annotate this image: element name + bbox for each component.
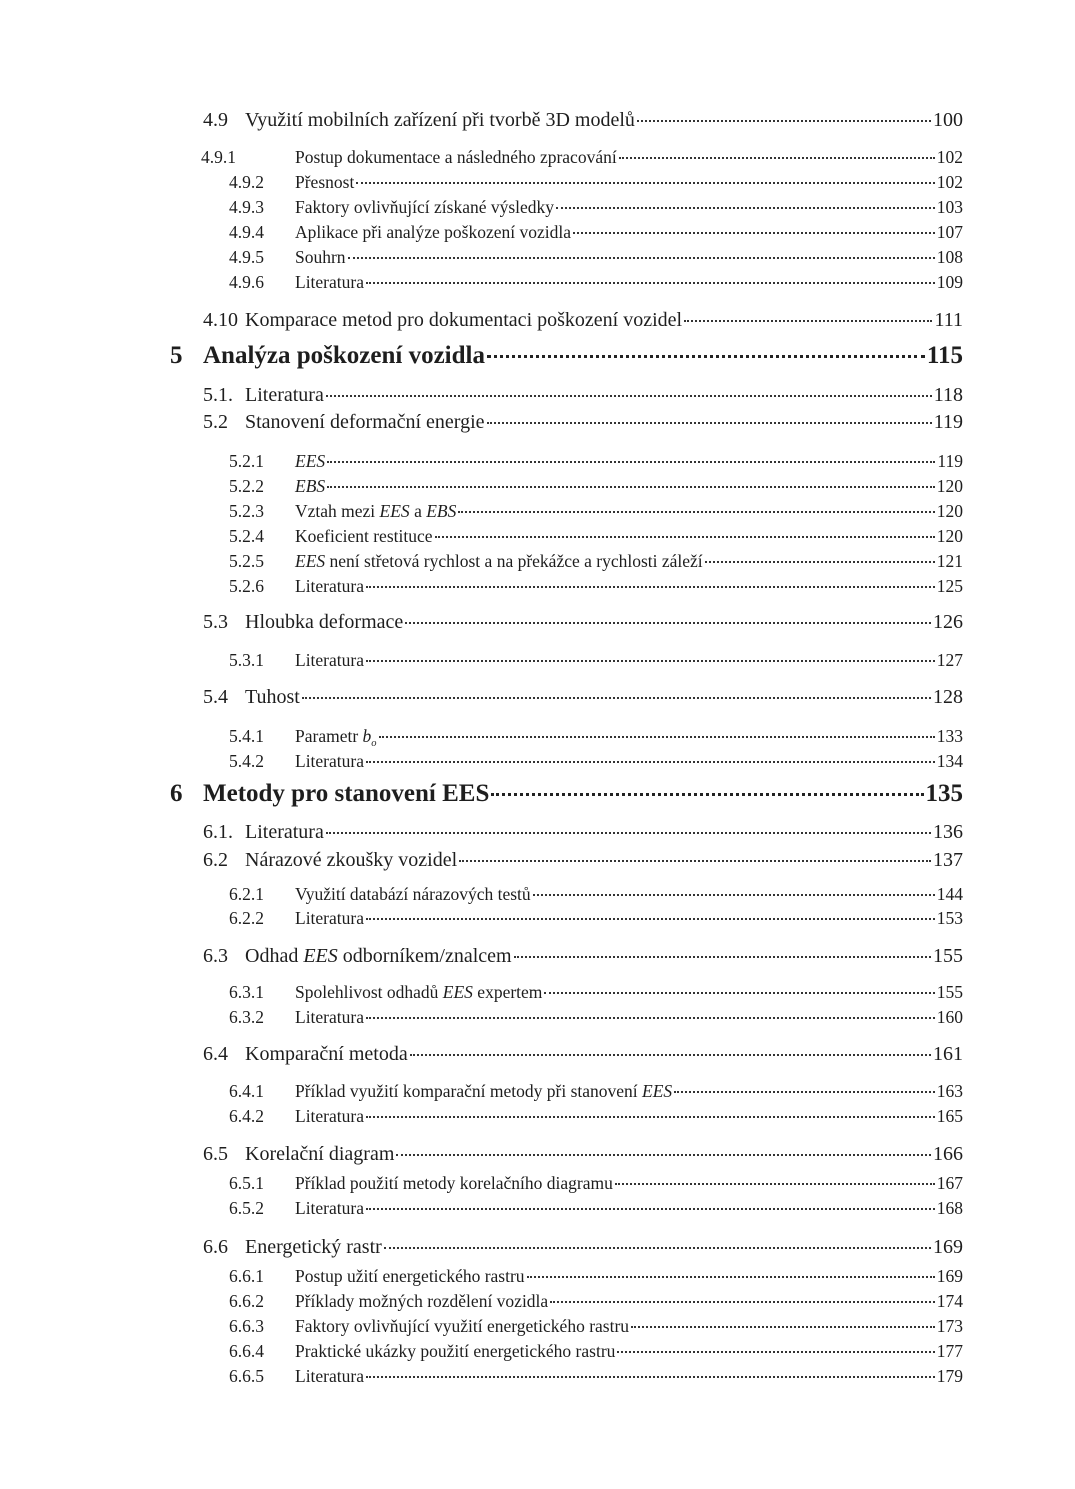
toc-entry-page-number: 125	[936, 575, 963, 596]
toc-entry-title-text: Korelační diagram	[245, 1143, 395, 1165]
toc-entry-page-number: 179	[936, 1365, 963, 1386]
toc-entry-number: 5.2.5	[229, 550, 264, 571]
toc-entry-title-text: EBS	[295, 475, 326, 496]
toc-entry-page-number: 100	[933, 109, 963, 131]
dot-leader	[550, 1289, 935, 1307]
toc-entry-subsection[interactable]	[229, 1264, 963, 1287]
toc-entry-page-number: 115	[926, 342, 963, 369]
toc-entry-page-number: 119	[937, 450, 963, 471]
toc-entry-title	[295, 650, 364, 671]
dot-leader	[366, 270, 935, 288]
dot-leader	[458, 499, 934, 517]
toc-entry-subsection[interactable]	[229, 1289, 963, 1312]
toc-entry-title-part: EES	[295, 550, 326, 571]
toc-entry-number: 5.3	[203, 611, 228, 633]
toc-entry-title	[295, 172, 354, 193]
toc-entry-title-text: Literatura	[295, 1365, 364, 1386]
toc-entry-title-text: Souhrn	[295, 246, 346, 267]
toc-entry-subsection[interactable]	[229, 1339, 963, 1362]
dot-leader	[366, 1104, 935, 1122]
toc-entry-number: 6.3.1	[229, 981, 264, 1002]
toc-entry-number: 6.5.1	[229, 1172, 264, 1193]
toc-entry-title-text: Postup užití energetického rastru	[295, 1265, 525, 1286]
toc-entry-page-number: 109	[936, 271, 963, 292]
toc-entry-section[interactable]	[203, 106, 963, 132]
toc-entry-title	[245, 1236, 382, 1259]
dot-leader	[556, 195, 935, 213]
toc-entry-title	[295, 1291, 548, 1312]
dot-leader	[366, 1364, 935, 1382]
toc-entry-number: 5.2.6	[229, 575, 264, 596]
toc-entry-number: 6.1.	[203, 821, 233, 843]
dot-leader	[366, 749, 935, 767]
toc-entry-page-number: 126	[933, 611, 963, 633]
toc-entry-page-number: 165	[936, 1105, 963, 1126]
toc-entry-title	[295, 1007, 364, 1028]
toc-entry-chapter[interactable]	[170, 776, 963, 808]
toc-entry-page-number: 155	[933, 945, 963, 967]
toc-entry-title-text: Praktické ukázky použití energetického rastru	[295, 1340, 616, 1361]
toc-entry-title	[295, 501, 456, 522]
toc-entry-page-number: 153	[936, 907, 963, 928]
toc-entry-title	[245, 686, 300, 709]
dot-leader	[637, 106, 931, 126]
toc-entry-number: 4.9.5	[229, 246, 264, 267]
toc-entry-number: 6.5	[203, 1143, 228, 1165]
toc-entry-title-text: Koeficient restituce	[295, 525, 433, 546]
dot-leader	[326, 381, 932, 401]
toc-entry-subsection[interactable]	[229, 449, 963, 472]
toc-entry-title	[295, 1081, 672, 1102]
toc-entry-title	[245, 1043, 408, 1066]
dot-leader	[327, 474, 935, 492]
toc-entry-page-number: 102	[936, 146, 963, 167]
toc-entry-subsection[interactable]	[229, 549, 963, 572]
toc-entry-number: 4.10	[203, 309, 238, 331]
toc-entry-number: 6.6.3	[229, 1315, 264, 1336]
toc-entry-subsection[interactable]	[229, 574, 963, 597]
toc-entry-title	[245, 821, 324, 844]
toc-entry-title-part: EBS	[426, 500, 457, 521]
dot-leader	[366, 906, 935, 924]
toc-entry-title-text: Komparace metod pro dokumentaci poškození vozidel	[245, 309, 683, 331]
toc-entry-title	[245, 109, 635, 132]
toc-entry-title-text: Literatura	[295, 575, 364, 596]
dot-leader	[348, 245, 935, 263]
toc-entry-subsection[interactable]	[229, 1171, 963, 1194]
toc-entry-title-text: Literatura	[295, 1006, 364, 1027]
dot-leader	[491, 776, 923, 801]
toc-entry-subsection[interactable]	[229, 474, 963, 497]
dot-leader	[366, 648, 935, 666]
toc-entry-page-number: 155	[936, 981, 963, 1002]
toc-entry-title	[295, 1316, 629, 1337]
toc-entry-title	[295, 222, 571, 243]
toc-entry-title-part: Příklad využití komparační metody při stanovení	[295, 1080, 643, 1101]
toc-entry-title	[295, 726, 377, 749]
dot-leader	[533, 882, 935, 900]
dot-leader	[327, 449, 935, 467]
toc-entry-title	[295, 476, 325, 497]
toc-entry-subsection[interactable]	[229, 1196, 963, 1219]
toc-entry-page-number: 174	[936, 1290, 963, 1311]
toc-entry-number: 4.9	[203, 109, 228, 131]
toc-entry-title-text: Analýza poškození vozidla	[203, 342, 485, 369]
toc-entry-title-text: Nárazové zkoušky vozidel	[245, 849, 458, 871]
toc-entry-number: 5.1.	[203, 384, 233, 406]
toc-entry-page-number: 128	[933, 686, 963, 708]
toc-entry-subsection[interactable]	[229, 170, 963, 193]
toc-entry-title-part: EES	[303, 945, 338, 967]
toc-entry-number: 4.9.2	[229, 171, 264, 192]
dot-leader	[527, 1264, 935, 1282]
dot-leader	[631, 1314, 935, 1332]
toc-entry-subsection[interactable]	[229, 882, 963, 905]
toc-entry-page-number: 134	[936, 750, 963, 771]
toc-entry-title	[295, 272, 364, 293]
dot-leader	[379, 724, 935, 742]
toc-entry-title	[295, 197, 554, 218]
toc-entry-page-number: 168	[936, 1197, 963, 1218]
toc-entry-number: 6.3.2	[229, 1006, 264, 1027]
toc-entry-page-number: 111	[934, 309, 963, 331]
toc-entry-title-part: odborníkem/znalcem	[337, 945, 512, 967]
dot-leader	[366, 1196, 935, 1214]
toc-entry-title	[245, 945, 512, 968]
toc-entry-page-number: 167	[936, 1172, 963, 1193]
toc-entry-title-part: b	[362, 725, 372, 746]
toc-entry-page-number: 133	[936, 725, 963, 746]
toc-entry-subsection[interactable]	[229, 499, 963, 522]
toc-entry-number: 6.4.2	[229, 1105, 264, 1126]
dot-leader	[674, 1079, 935, 1097]
toc-entry-title	[295, 247, 346, 268]
toc-entry-section[interactable]	[203, 1140, 963, 1166]
toc-entry-section[interactable]	[203, 683, 963, 709]
toc-entry-section[interactable]	[203, 381, 963, 407]
dot-leader	[356, 170, 934, 188]
toc-entry-page-number: 163	[936, 1080, 963, 1101]
dot-leader	[302, 683, 931, 703]
toc-entry-number: 4.9.1	[201, 146, 236, 167]
toc-entry-number: 5.2.2	[229, 475, 264, 496]
toc-entry-subsection[interactable]	[229, 749, 963, 772]
toc-entry-page-number: 144	[936, 883, 963, 904]
toc-entry-page-number: 120	[936, 500, 963, 521]
toc-entry-title	[245, 1143, 394, 1166]
toc-entry-title	[295, 451, 325, 472]
toc-entry-subsection[interactable]	[229, 195, 963, 218]
toc-entry-page-number: 177	[936, 1340, 963, 1361]
toc-entry-title-text: Faktory ovlivňující získané výsledky	[295, 196, 555, 217]
toc-entry-title	[295, 751, 364, 772]
toc-entry-page-number: 121	[936, 550, 963, 571]
toc-entry-number: 5.3.1	[229, 649, 264, 670]
toc-entry-subsection[interactable]	[201, 145, 963, 168]
toc-entry-number: 5.4.1	[229, 725, 264, 746]
dot-leader	[405, 608, 931, 628]
toc-entry-title	[295, 884, 531, 905]
toc-entry-title-part: expertem	[472, 981, 543, 1002]
toc-entry-page-number: 119	[933, 411, 963, 433]
toc-entry-title	[245, 611, 403, 634]
toc-entry-title-part: a	[409, 500, 427, 521]
dot-leader	[514, 942, 931, 962]
toc-entry-subsection[interactable]	[229, 245, 963, 268]
toc-entry-title-text: EES	[295, 450, 326, 471]
toc-entry-number: 6.2.1	[229, 883, 264, 904]
toc-entry-section[interactable]	[203, 1233, 963, 1259]
toc-entry-page-number: 161	[933, 1043, 963, 1065]
toc-entry-number: 5.2.1	[229, 450, 264, 471]
toc-entry-title	[203, 342, 485, 370]
toc-entry-number: 6.4	[203, 1043, 228, 1065]
toc-entry-title	[245, 384, 324, 407]
toc-entry-title-part: EES	[642, 1080, 673, 1101]
toc-entry-page-number: 135	[925, 780, 963, 807]
toc-entry-number: 6.4.1	[229, 1080, 264, 1101]
toc-entry-number: 4.9.6	[229, 271, 264, 292]
toc-entry-page-number: 103	[936, 196, 963, 217]
toc-entry-title	[295, 1341, 615, 1362]
toc-entry-title-text: Literatura	[295, 271, 364, 292]
toc-entry-title-text: Metody pro stanovení EES	[203, 780, 490, 807]
dot-leader	[705, 549, 935, 567]
toc-entry-number: 5.4.2	[229, 750, 264, 771]
toc-entry-subsection[interactable]	[229, 906, 963, 929]
toc-entry-title-part: není střetová rychlost a na překážce a rychlosti záleží	[325, 550, 703, 571]
dot-leader	[459, 846, 931, 866]
toc-entry-number: 5	[170, 342, 183, 369]
toc-entry-title-text: Stanovení deformační energie	[245, 411, 485, 433]
toc-entry-title-text: Hloubka deformace	[245, 611, 404, 633]
toc-entry-title-text: Postup dokumentace a následného zpracování	[295, 146, 617, 167]
toc-entry-title-text: Využití databází nárazových testů	[295, 883, 531, 904]
toc-entry-title-text: Energetický rastr	[245, 1236, 382, 1258]
dot-leader	[396, 1140, 931, 1160]
toc-entry-subsection[interactable]	[229, 1005, 963, 1028]
toc-entry-page-number: 118	[933, 384, 963, 406]
toc-entry-number: 6.6	[203, 1236, 228, 1258]
toc-entry-title-text: Literatura	[295, 649, 364, 670]
toc-entry-chapter[interactable]	[170, 338, 963, 370]
toc-entry-title	[295, 1173, 613, 1194]
toc-entry-title	[295, 551, 703, 572]
toc-entry-number: 4.9.3	[229, 196, 264, 217]
dot-leader	[410, 1040, 931, 1060]
toc-entry-page-number: 160	[936, 1006, 963, 1027]
toc-entry-title-text: Využití mobilních zařízení při tvorbě 3D modelů	[245, 109, 635, 131]
toc-entry-title-text: Literatura	[245, 384, 324, 406]
toc-entry-title	[245, 411, 485, 434]
toc-entry-page-number: 173	[936, 1315, 963, 1336]
toc-entry-number: 6.6.5	[229, 1365, 264, 1386]
toc-entry-subsection[interactable]	[229, 1079, 963, 1102]
toc-entry-subsection[interactable]	[229, 1104, 963, 1127]
toc-entry-title-text: Faktory ovlivňující využití energetického rastru	[295, 1315, 630, 1336]
toc-entry-title-text: Literatura	[295, 1105, 364, 1126]
dot-leader	[619, 145, 935, 163]
toc-entry-number: 6.6.4	[229, 1340, 264, 1361]
toc-entry-title	[295, 908, 364, 929]
toc-entry-number: 6	[170, 780, 183, 807]
toc-entry-number: 6.3	[203, 945, 228, 967]
toc-entry-title	[295, 1266, 525, 1287]
toc-entry-title	[295, 1366, 364, 1387]
toc-entry-title	[245, 849, 457, 872]
toc-entry-subsection[interactable]	[229, 1364, 963, 1387]
toc-entry-section[interactable]	[203, 306, 963, 332]
toc-entry-page-number: 108	[936, 246, 963, 267]
dot-leader	[617, 1339, 934, 1357]
toc-entry-page-number: 120	[936, 525, 963, 546]
toc-entry-number: 5.4	[203, 686, 228, 708]
toc-entry-subsection[interactable]	[229, 270, 963, 293]
toc-entry-page-number: 107	[936, 221, 963, 242]
toc-entry-title	[295, 147, 617, 168]
toc-entry-number: 6.6.2	[229, 1290, 264, 1311]
toc-entry-page-number: 120	[936, 475, 963, 496]
toc-entry-title-part: o	[371, 737, 377, 749]
toc-entry-page-number: 102	[936, 171, 963, 192]
toc-entry-title-text: Komparační metoda	[245, 1043, 408, 1065]
toc-entry-title-text: Tuhost	[245, 686, 300, 708]
toc-entry-title	[295, 1106, 364, 1127]
dot-leader	[684, 306, 932, 326]
toc-entry-section[interactable]	[203, 818, 963, 844]
toc-entry-subsection[interactable]	[229, 724, 963, 749]
toc-entry-number: 5.2	[203, 411, 228, 433]
toc-entry-page-number: 169	[936, 1265, 963, 1286]
toc-entry-page-number: 137	[933, 849, 963, 871]
toc-entry-title-text: Příklady možných rozdělení vozidla	[295, 1290, 549, 1311]
toc-entry-title-part: Spolehlivost odhadů	[295, 981, 443, 1002]
dot-leader	[544, 980, 934, 998]
toc-entry-title	[295, 526, 433, 547]
toc-entry-title	[295, 982, 542, 1003]
dot-leader	[384, 1233, 931, 1253]
toc-entry-number: 5.2.4	[229, 525, 264, 546]
toc-entry-title-part: Odhad	[245, 945, 304, 967]
dot-leader	[435, 524, 935, 542]
toc-entry-title	[245, 309, 682, 332]
dot-leader	[366, 574, 935, 592]
toc-entry-title	[295, 576, 364, 597]
toc-entry-subsection[interactable]	[229, 980, 963, 1003]
dot-leader	[366, 1005, 935, 1023]
toc-entry-number: 6.5.2	[229, 1197, 264, 1218]
toc-entry-title-part: Parametr	[295, 725, 363, 746]
toc-entry-title-text: Aplikace při analýze poškození vozidla	[295, 221, 572, 242]
toc-entry-section[interactable]	[203, 846, 963, 872]
toc-entry-subsection[interactable]	[229, 648, 963, 671]
dot-leader	[487, 408, 932, 428]
toc-entry-section[interactable]	[203, 608, 963, 634]
toc-entry-title-text: Literatura	[245, 821, 324, 843]
toc-entry-section[interactable]	[203, 942, 963, 968]
dot-leader	[615, 1171, 935, 1189]
toc-entry-title-text: Literatura	[295, 1197, 364, 1218]
toc-entry-subsection[interactable]	[229, 524, 963, 547]
dot-leader	[326, 818, 931, 838]
toc-entry-page-number: 127	[936, 649, 963, 670]
toc-entry-title-part: Vztah mezi	[295, 500, 380, 521]
toc-entry-section[interactable]	[203, 1040, 963, 1066]
toc-entry-number: 6.2	[203, 849, 228, 871]
dot-leader	[487, 338, 925, 363]
toc-entry-title-part: EES	[379, 500, 410, 521]
toc-entry-title-text: Příklad použití metody korelačního diagramu	[295, 1172, 613, 1193]
toc-entry-title-part: EES	[442, 981, 473, 1002]
toc-entry-title	[203, 780, 489, 808]
toc-entry-section[interactable]	[203, 408, 963, 434]
toc-entry-title-text: Přesnost	[295, 171, 355, 192]
toc-entry-title	[295, 1198, 364, 1219]
toc-entry-page-number: 136	[933, 821, 963, 843]
toc-entry-page-number: 166	[933, 1143, 963, 1165]
toc-entry-number: 5.2.3	[229, 500, 264, 521]
toc-entry-number: 4.9.4	[229, 221, 264, 242]
toc-entry-subsection[interactable]	[229, 220, 963, 243]
toc-entry-title-text: Literatura	[295, 907, 364, 928]
toc-entry-number: 6.6.1	[229, 1265, 264, 1286]
toc-entry-subsection[interactable]	[229, 1314, 963, 1337]
toc-entry-page-number: 169	[933, 1236, 963, 1258]
toc-entry-number: 6.2.2	[229, 907, 264, 928]
dot-leader	[573, 220, 935, 238]
toc-entry-title-text: Literatura	[295, 750, 364, 771]
